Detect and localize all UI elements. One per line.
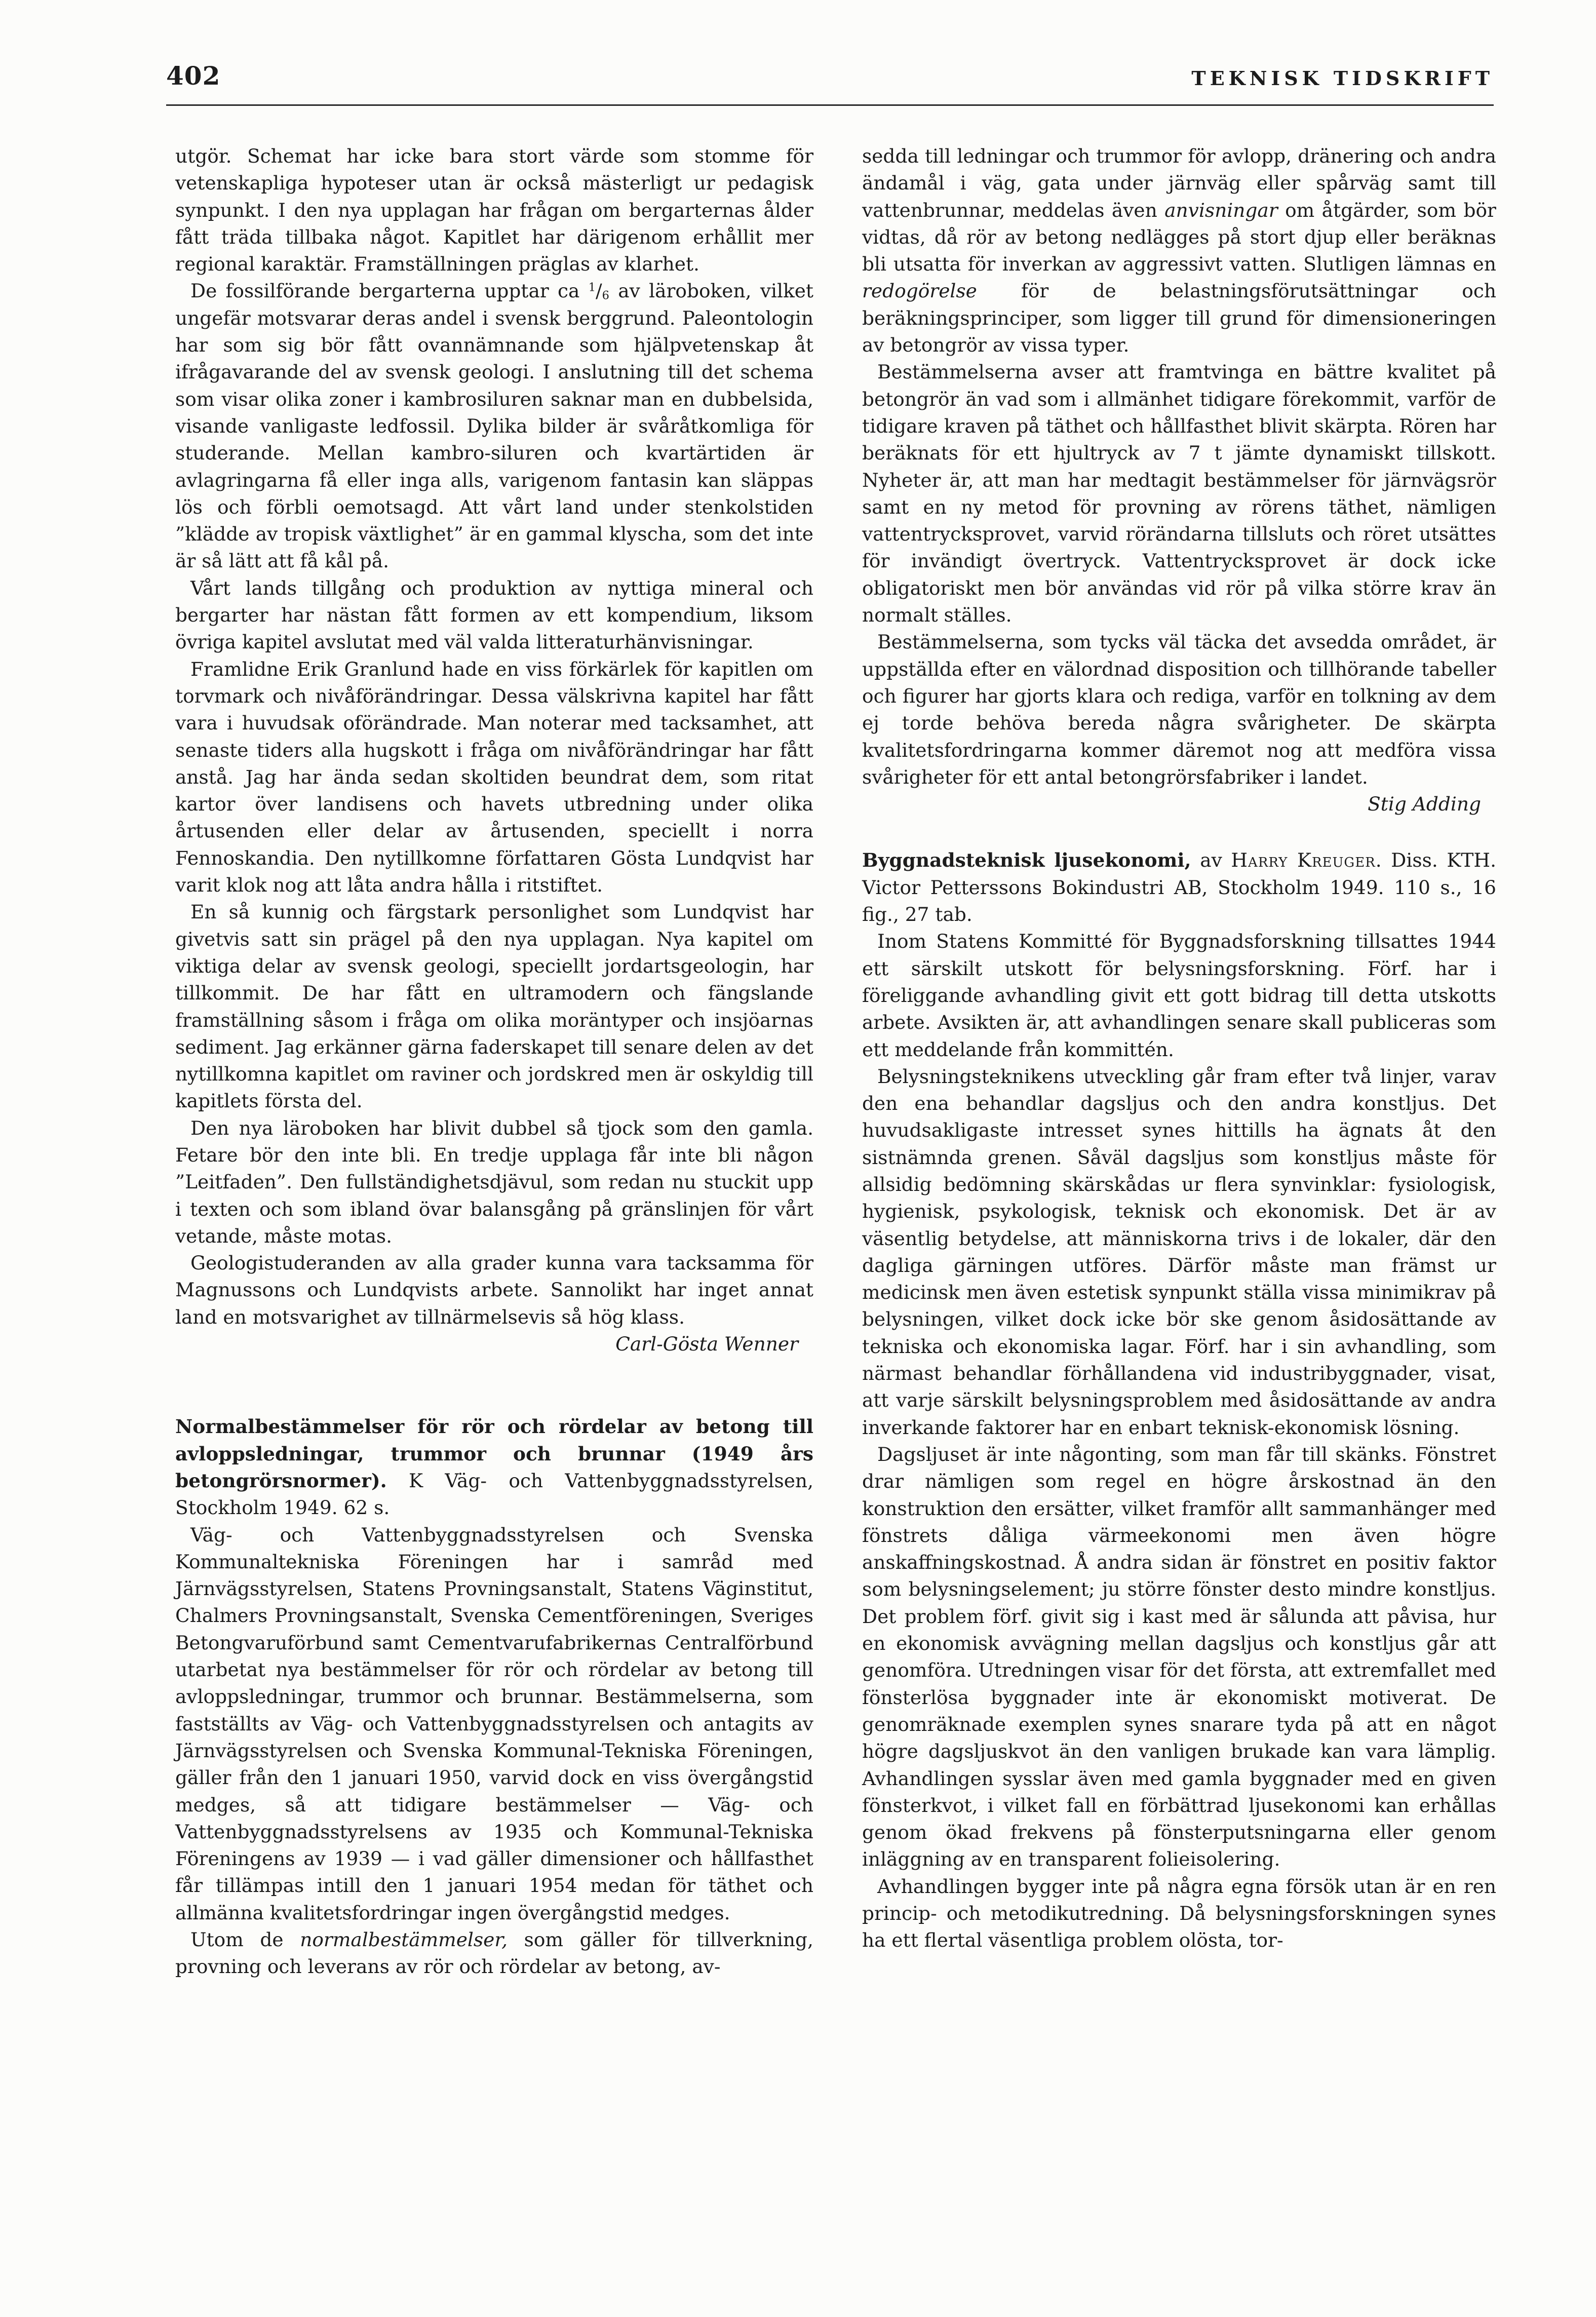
- paragraph: Inom Statens Kommitté för Byggnadsforskning tillsattes 1944 ett särskilt utskott för belysningsforskning. Förf. har i föreliggande avhandling givit ett gott bidrag till detta utskotts arbete. Avsikten är, att avhandlingen senare skall publiceras som ett meddelande från kommittén.: [862, 930, 1496, 1061]
- emphasis: redogörelse: [862, 280, 977, 302]
- review-title: Byggnadsteknisk ljusekonomi,: [862, 849, 1191, 872]
- page-number: 402: [166, 61, 221, 91]
- running-head: TEKNISK TIDSKRIFT: [1191, 67, 1494, 90]
- emphasis: normalbestämmelser,: [300, 1928, 508, 1951]
- review-citation: Diss. KTH. Victor Petterssons Bokindustri AB, Stockholm 1949. 110 s., 16 fig., 27 tab.: [862, 849, 1496, 926]
- right-column: [862, 143, 1496, 1954]
- text-run: för de belastningsförutsättningar och beräkningsprinciper, som ligger till grund för dimensioneringen av betongrör av vissa typer.: [862, 280, 1496, 357]
- review-title: Normalbestämmelser för rör och rördelar av betong till avloppsledningar, trummor och brunnar (1949 års betongrörsnormer).: [175, 1415, 813, 1492]
- paragraph: Den nya läroboken har blivit dubbel så tjock som den gamla. Fetare bör den inte bli. En tredje upplaga får inte bli någon ”Leitfaden”. Den fullständighetsdjävul, som redan nu stuckit upp i texten och som ibland övar balansgång på gränslinjen för vårt vetande, måste motas.: [175, 1116, 813, 1247]
- paragraph: Bestämmelserna, som tycks väl täcka det avsedda området, är uppställda efter en välordnad disposition och tillhörande tabeller och figurer har gjorts klara och rediga, varför en tolkning av dem ej torde behöva bereda några svårigheter. De skärpta kvalitetsfordringarna kommer däremot nog att medföra vissa svårigheter för ett antal betongrörsfabriker i landet.: [862, 631, 1496, 788]
- text-run: De fossilförande bergarterna upptar ca: [190, 280, 589, 302]
- paragraph: En så kunnig och färgstark personlighet som Lundqvist har givetvis satt sin prägel på den nya upplagan. Nya kapitel om viktiga delar av svensk geologi, speciellt jordartsgeologin, har tillkommit. De har fått en ultramodern och fängslande framställning såsom i fråga om olika moräntyper och insjöarnas sediment. Jag erkänner gärna faderskapet till senare delen av det nytillkomna kapitlet om raviner och jordskred men är oskyldig till kapitlets första del.: [175, 901, 813, 1112]
- header-rule: [166, 104, 1494, 106]
- section-gap: [175, 1358, 813, 1413]
- review-heading: [862, 847, 1496, 928]
- paragraph: Belysningsteknikens utveckling går fram efter två linjer, varav den ena behandlar dagsljus och den andra konstljus. Det huvudsakligaste intresset synes hittills ha ägnats åt den sistnämnda grenen. Såväl dagsljus som konstljus måste för allsidig bedömning skärskådas ur flera synvinklar: fysiologisk, hygienisk, psykologisk, teknisk och ekonomisk. Det är av väsentlig betydelse, att människorna trivs i de lokaler, där den dagliga gärningen utföres. Därför måste man främst ur medicinsk men även estetisk synpunkt ställa vissa minimikrav på belysningen, vilket dock icke bör ske genom åsidosättande av tekniska och ekonomiska lagar. Förf. har i sin avhandling, som närmast behandlar förhållandena vid industribyggnader, visat, att varje särskilt belysningsproblem med åsidosättande av andra inverkande faktorer har en enbart teknisk-ekonomisk lösning.: [862, 1065, 1496, 1439]
- paragraph: utgör. Schemat har icke bara stort värde som stomme för vetenskapliga hypoteser utan är också mästerligt ur pedagisk synpunkt. I den nya upplagan har frågan om bergarternas ålder fått träda tillbaka något. Kapitlet har därigenom erhållit mer regional karaktär. Framställningen präglas av klarhet.: [175, 145, 813, 276]
- paragraph: Geologistuderanden av alla grader kunna vara tacksamma för Magnussons och Lundqvists arbete. Sannolikt har inget annat land en motsvarighet av tillnärmelsevis så hög klass.: [175, 1252, 813, 1328]
- signature: Stig Adding: [1368, 793, 1481, 816]
- review-heading: [175, 1413, 813, 1521]
- paragraph: [175, 1926, 813, 1981]
- text-run: som gäller för tillverkning, provning och leverans av rör och rördelar av betong, av-: [175, 1928, 813, 1978]
- text-run: sedda till ledningar och trummor för avlopp, dränering och andra ändamål i väg, gata under järnväg eller spårväg samt till vattenbrunnar, meddelas även: [862, 145, 1496, 221]
- paragraph: Vårt lands tillgång och produktion av nyttiga mineral och bergarter har nästan fått formen av ett kompendium, liksom övriga kapitel avslutat med väl valda litteraturhänvisningar.: [175, 576, 813, 653]
- section-gap: [862, 818, 1496, 847]
- paragraph: Väg- och Vattenbyggnadsstyrelsen och Svenska Kommunaltekniska Föreningen har i samråd med Järnvägsstyrelsen, Statens Provningsanstalt, Statens Väginstitut, Chalmers Provningsanstalt, Svenska Cementföreningen, Sveriges Betongvaruförbund samt Cementvarufabrikernas Centralförbund utarbetat nya bestämmelser för rör och rördelar av betong till avloppsledningar, trummor och brunnar. Bestämmelserna, som fastställts av Väg- och Vattenbyggnadsstyrelsen och antagits av Järnvägsstyrelsen och Svenska Kommunal-Tekniska Föreningen, gäller från den 1 januari 1950, varvid dock en viss övergångstid medges, så att tidigare bestämmelser — Väg- och Vattenbyggnadsstyrelsens av 1935 och Kommunal-Tekniska Föreningens av 1939 — i vad gäller dimensioner och hållfasthet får tillämpas intill den 1 januari 1954 medan för täthet och allmänna kvalitetsfordringar ingen övergångstid medges.: [175, 1523, 813, 1924]
- signature: Carl-Gösta Wenner: [615, 1333, 798, 1356]
- paragraph: Dagsljuset är inte någonting, som man får till skänks. Fönstret drar nämligen som regel en högre årskostnad än den konstruktion den ersätter, vilket framför allt sammanhänger med fönstrets dåliga värmeekonomi men även högre anskaffningskostnad. Å andra sidan är fönstret en positiv faktor som belysningselement; ju större fönster desto mindre konstljus. Det problem förf. givit sig i kast med är sålunda att påvisa, hur en ekonomisk avvägning mellan dagsljus och konstljus går att genomföra. Utredningen visar för det första, att extremfallet med fönsterlösa byggnader inte är ekonomiskt motiverat. De genomräknade exemplen synes snarare tyda på att en något högre dagsljuskvot än den vanligen brukade kan vara lämplig. Avhandlingen sysslar även med gamla byggnader med en given fönsterkvot, i vilket fall en förbättrad ljusekonomi kan erhållas genom ökad frekvens på fönsterputsningarna eller genom inläggning av en transparent folieisolering.: [862, 1443, 1496, 1871]
- fraction-denominator: 6: [602, 289, 609, 302]
- text-run: av läroboken, vilket ungefär motsvarar deras andel i svensk berggrund. Paleontologin har som sig bör fått ovannämnande som hjälpvetenskap åt ifrågavarande del av svensk geologi. I anslutning till det schema som visar olika zoner i kambrosiluren saknar man en dubbelsida, visande vanligaste ledfossil. Dylika bilder är svåråtkomliga för studerande. Mellan kambro-siluren och kvartärtiden är avlagringarna få eller inga alls, varigenom fantasin kan släppas lös och förbli oemotsagd. Att vårt land under stenkolstiden ”klädde av tropisk växtlighet” är en gammal klyscha, som det inte är så lätt att få kål på.: [175, 280, 813, 572]
- paragraph: Bestämmelserna avser att framtvinga en bättre kvalitet på betongrör än vad som i allmänhet tidigare förekommit, varför de tidigare kraven på täthet och hållfasthet blivit skärpta. Rören har beräknats för ett hjultryck av 7 t jämte dynamiskt tillskott. Nyheter är, att man har medtagit bestämmelser för järnvägsrör samt en ny metod för provning av rörens täthet, nämligen vattentrycksprovet, varvid rörändarna tillsluts och röret utsättes för invändigt övertryck. Vattentrycksprovet är dock icke obligatoriskt men bör användas vid rör på vilka större krav än normalt ställes.: [862, 361, 1496, 627]
- left-column: [175, 143, 813, 1981]
- paragraph: Avhandlingen bygger inte på några egna försök utan är en ren princip- och metodikutredning. Då belysningsforskningen synes ha ett flertal väsentliga problem olösta, tor-: [862, 1875, 1496, 1952]
- paragraph: De fossilförande bergarterna upptar ca $^1/_6$ av läroboken, vilket ungefär motsvarar deras andel i svensk berggrund. Paleontologin har som sig bör fått ovannämnande som hjälpvetenskap åt ifrågavarande del av svensk geologi. I anslutning till det schema som visar olika zoner i kambrosiluren saknar man en dubbelsida, visande vanligaste ledfossil. Dylika bilder är svåråtkomliga för studerande. Mellan kambro-siluren och kvartärtiden är avlagringarna få eller inga alls, varigenom fantasin kan släppas lös och förbli oemotsagd. Att vårt land under stenkolstiden ”klädde av tropisk växtlighet” är en gammal klyscha, som det inte är så lätt att få kål på.: [175, 280, 813, 572]
- emphasis: anvisningar: [1164, 199, 1278, 221]
- fraction-numerator: 1: [588, 281, 596, 295]
- text-run: Utom de: [190, 1928, 300, 1951]
- review-citation: K Väg- och Vattenbyggnadsstyrelsen, Stockholm 1949. 62 s.: [175, 1469, 813, 1519]
- paragraph: Framlidne Erik Granlund hade en viss förkärlek för kapitlen om torvmark och nivåförändringar. Dessa välskrivna kapitel har fått vara i huvudsak oförändrade. Man noterar med tacksamhet, att senaste tiders alla hugskott i fråga om nivåförändringar har fått anstå. Jag har ända sedan skoltiden beundrat dem, som ritat kartor över landisens och havets utbredning under olika årtusenden eller delar av årtusenden, speciellt i norra Fennoskandia. Den nytillkomne författaren Gösta Lundqvist har varit klok nog att låta andra hålla i ritstiftet.: [175, 658, 813, 897]
- paragraph: [862, 143, 1496, 359]
- text-run: av: [1191, 849, 1231, 872]
- text-run: om åtgärder, som bör vidtas, då rör av betong nedlägges på stort djup eller beräknas bli utsatta för inverkan av aggressivt vatten. Slutligen lämnas en: [862, 199, 1496, 276]
- review-author: Harry Kreuger.: [1231, 849, 1382, 872]
